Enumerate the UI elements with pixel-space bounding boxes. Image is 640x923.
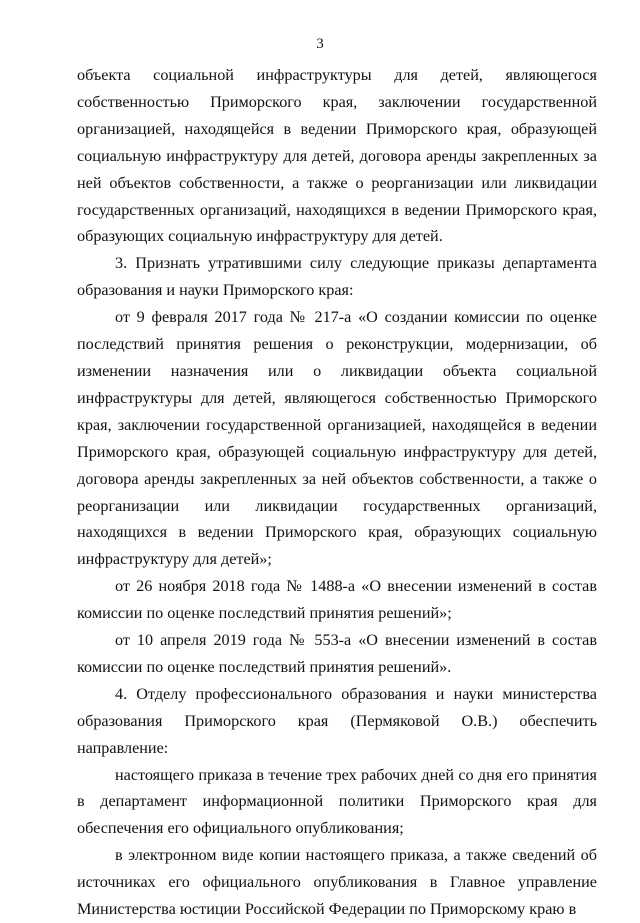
paragraph-order-217a: от 9 февраля 2017 года № 217-а «О создании комиссии по оценке последствий принятия решения о реконструкции, модернизации, об изменении назначения или о ликвидации объекта социальной инфраструктуры для детей, являющегося собственностью Приморского края, заключении государственной организацией, находящейся в ведении Приморского края, образующей социальную инфраструктуру для детей, договора аренды закрепленных за ней объектов собственности, а также о реорганизации или ликвидации государственных организаций, находящихся в ведении Приморского края, образующих социальную инфраструктуру для детей»; xyxy=(77,308,597,569)
paragraph-item-3: 3. Признать утратившими силу следующие приказы департамента образования и науки Приморского края: xyxy=(77,254,597,300)
paragraph-electronic-copy: в электронном виде копии настоящего приказа, а также сведений об источниках его официального опубликования в Главное управление Министерства юстиции Российской Федерации по Приморскому краю в xyxy=(77,846,597,919)
page-number: 3 xyxy=(316,36,324,52)
paragraph-item-4: 4. Отделу профессионального образования и науки министерства образования Приморского края (Пермяковой О.В.) обеспечить направление: xyxy=(77,684,597,757)
paragraph-publication: настоящего приказа в течение трех рабочих дней со дня его принятия в департамент информационной политики Приморского края для обеспечения его официального опубликования; xyxy=(77,765,597,838)
paragraph-order-553a: от 10 апреля 2019 года № 553-а «О внесении изменений в состав комиссии по оценке последствий принятия решений». xyxy=(77,631,597,676)
document-body xyxy=(77,62,597,923)
paragraph-order-1488a: от 26 ноября 2018 года № 1488-а «О внесении изменений в состав комиссии по оценке последствий принятия решений»; xyxy=(77,577,597,623)
paragraph-continuation: объекта социальной инфраструктуры для детей, являющегося собственностью Приморского края, заключении государственной организацией, находящейся в ведении Приморского края, образующей социальную инфраструктуру для детей, договора аренды закрепленных за ней объектов собственности, а также о реорганизации или ликвидации государственных организаций, находящихся в ведении Приморского края, образующих социальную инфраструктуру для детей. xyxy=(77,66,597,246)
